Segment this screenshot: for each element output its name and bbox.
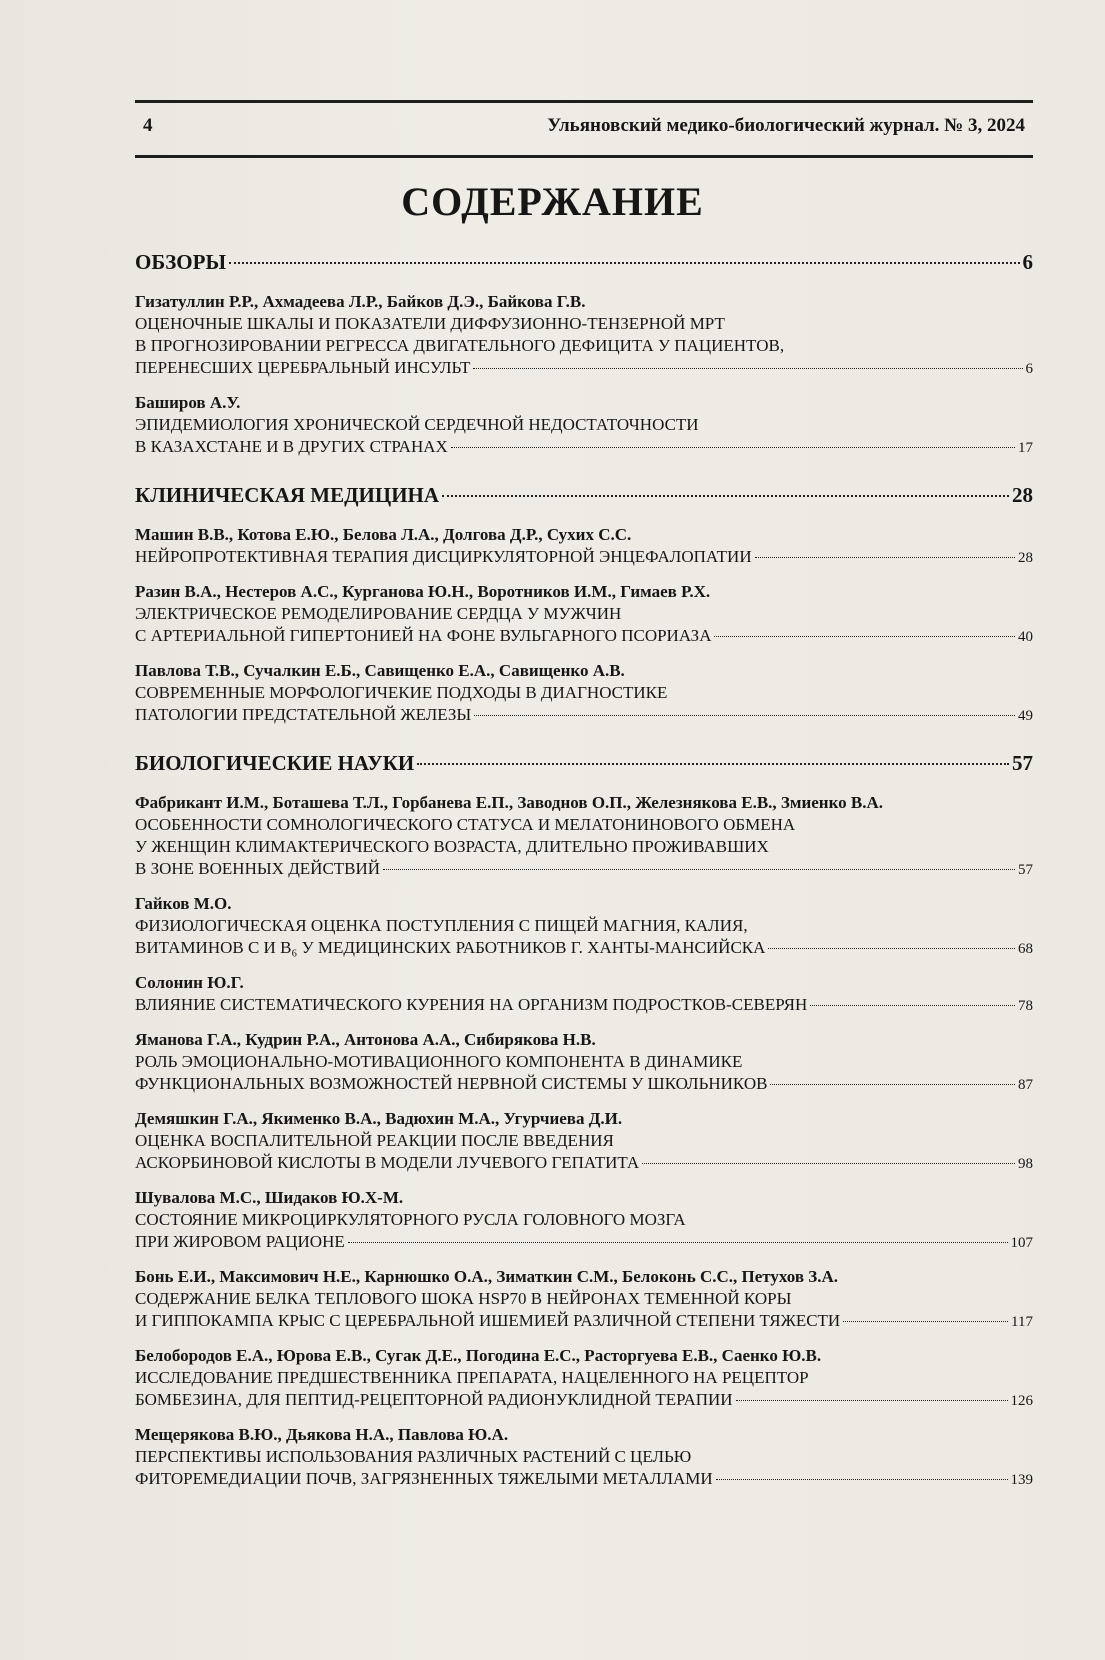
dot-leader — [755, 557, 1015, 558]
entry-title-line: БОМБЕЗИНА, ДЛЯ ПЕПТИД-РЕЦЕПТОРНОЙ РАДИОНУКЛИДНОЙ ТЕРАПИИ — [135, 1390, 733, 1409]
entry-authors: Шувалова М.С., Шидаков Ю.Х-М. — [135, 1188, 404, 1207]
entry-title-last-line — [135, 858, 1033, 881]
table-of-contents — [135, 250, 1033, 1503]
entry-title-line: НЕЙРОПРОТЕКТИВНАЯ ТЕРАПИЯ ДИСЦИРКУЛЯТОРНОЙ ЭНЦЕФАЛОПАТИИ — [135, 547, 752, 566]
dot-leader — [642, 1163, 1015, 1164]
entry-title-last-line — [135, 1389, 1033, 1412]
dot-leader — [736, 1400, 1008, 1401]
toc-entry — [135, 1108, 1033, 1175]
section-page-number: 57 — [1012, 751, 1033, 775]
entry-title-line: ПАТОЛОГИИ ПРЕДСТАТЕЛЬНОЙ ЖЕЛЕЗЫ — [135, 705, 472, 724]
toc-entry — [135, 660, 1033, 727]
entry-title-last-line — [135, 436, 1033, 459]
toc-entry — [135, 1187, 1033, 1254]
toc-entry — [135, 1424, 1033, 1491]
entry-title-line: ПЕРСПЕКТИВЫ ИСПОЛЬЗОВАНИЯ РАЗЛИЧНЫХ РАСТЕНИЙ С ЦЕЛЬЮ — [135, 1447, 692, 1466]
entry-authors: Гизатуллин Р.Р., Ахмадеева Л.Р., Байков Д.Э., Байкова Г.В. — [135, 292, 586, 311]
toc-entry — [135, 972, 1033, 1017]
entry-title-line: СОСТОЯНИЕ МИКРОЦИРКУЛЯТОРНОГО РУСЛА ГОЛОВНОГО МОЗГА — [135, 1210, 686, 1229]
toc-entry — [135, 1345, 1033, 1412]
entry-title-line: ПРИ ЖИРОВОМ РАЦИОНЕ — [135, 1232, 345, 1251]
toc-entry — [135, 792, 1033, 881]
toc-entry — [135, 893, 1033, 960]
entry-page-number: 126 — [1010, 1393, 1033, 1409]
entry-page-number: 107 — [1010, 1235, 1033, 1251]
entry-title-line: С АРТЕРИАЛЬНОЙ ГИПЕРТОНИЕЙ НА ФОНЕ ВУЛЬГАРНОГО ПСОРИАЗА — [135, 626, 712, 645]
dot-leader — [348, 1242, 1008, 1243]
entry-title-line: СОВРЕМЕННЫЕ МОРФОЛОГИЧЕКИЕ ПОДХОДЫ В ДИАГНОСТИКЕ — [135, 683, 668, 702]
entry-title-last-line — [135, 704, 1033, 727]
entry-title-line: ИССЛЕДОВАНИЕ ПРЕДШЕСТВЕННИКА ПРЕПАРАТА, НАЦЕЛЕННОГО НА РЕЦЕПТОР — [135, 1368, 809, 1387]
entry-title-last-line — [135, 1468, 1033, 1491]
entry-authors: Мещерякова В.Ю., Дьякова Н.А., Павлова Ю.А. — [135, 1425, 509, 1444]
entry-authors: Бонь Е.И., Максимович Н.Е., Карнюшко О.А., Зиматкин С.М., Белоконь С.С., Петухов З.А. — [135, 1267, 839, 1286]
entry-page-number: 139 — [1010, 1472, 1033, 1488]
entry-title-line: СОДЕРЖАНИЕ БЕЛКА ТЕПЛОВОГО ШОКА HSP70 В НЕЙРОНАХ ТЕМЕННОЙ КОРЫ — [135, 1289, 792, 1308]
section-title: КЛИНИЧЕСКАЯ МЕДИЦИНА — [135, 483, 440, 507]
entry-title-line: ОЦЕНОЧНЫЕ ШКАЛЫ И ПОКАЗАТЕЛИ ДИФФУЗИОННО-ТЕНЗЕРНОЙ МРТ — [135, 314, 725, 333]
entry-authors: Гайков М.О. — [135, 894, 232, 913]
entry-title-line: У ЖЕНЩИН КЛИМАКТЕРИЧЕСКОГО ВОЗРАСТА, ДЛИТЕЛЬНО ПРОЖИВАВШИХ — [135, 837, 769, 856]
entry-authors: Павлова Т.В., Сучалкин Е.Б., Савищенко Е.А., Савищенко А.В. — [135, 661, 625, 680]
entry-title-line: ВИТАМИНОВ С И B₆ У МЕДИЦИНСКИХ РАБОТНИКОВ Г. ХАНТЫ-МАНСИЙСКА — [135, 938, 766, 957]
entry-title-line: И ГИППОКАМПА КРЫС С ЦЕРЕБРАЛЬНОЙ ИШЕМИЕЙ РАЗЛИЧНОЙ СТЕПЕНИ ТЯЖЕСТИ — [135, 1311, 841, 1330]
entry-page-number: 6 — [1025, 361, 1033, 377]
toc-entry — [135, 1029, 1033, 1096]
dot-leader — [451, 447, 1015, 448]
toc-entry — [135, 291, 1033, 380]
entry-title-line: ФИТОРЕМЕДИАЦИИ ПОЧВ, ЗАГРЯЗНЕННЫХ ТЯЖЕЛЫМИ МЕТАЛЛАМИ — [135, 1469, 713, 1488]
section-title: ОБЗОРЫ — [135, 250, 227, 274]
toc-entry — [135, 581, 1033, 648]
entry-title-last-line — [135, 625, 1033, 648]
entry-title-last-line — [135, 546, 1033, 569]
entry-authors: Демяшкин Г.А., Якименко В.А., Вадюхин М.А., Угурчиева Д.И. — [135, 1109, 623, 1128]
entry-page-number: 40 — [1018, 629, 1033, 645]
entry-title-line: В ЗОНЕ ВОЕННЫХ ДЕЙСТВИЙ — [135, 859, 381, 878]
entry-title-line: АСКОРБИНОВОЙ КИСЛОТЫ В МОДЕЛИ ЛУЧЕВОГО ГЕПАТИТА — [135, 1153, 640, 1172]
entry-authors: Солонин Ю.Г. — [135, 973, 244, 992]
dot-leader — [770, 1084, 1015, 1085]
entry-authors: Машин В.В., Котова Е.Ю., Белова Л.А., Долгова Д.Р., Сухих С.С. — [135, 525, 632, 544]
section-heading — [135, 483, 1033, 508]
entry-page-number: 117 — [1011, 1314, 1033, 1330]
running-header — [135, 100, 1033, 158]
entry-title-last-line — [135, 994, 1033, 1017]
entry-title-line: В КАЗАХСТАНЕ И В ДРУГИХ СТРАНАХ — [135, 437, 448, 456]
entry-page-number: 68 — [1018, 941, 1033, 957]
entry-authors: Баширов А.У. — [135, 393, 241, 412]
page-number: 4 — [143, 115, 153, 136]
dot-leader — [810, 1005, 1015, 1006]
page-title: СОДЕРЖАНИЕ — [401, 179, 704, 224]
entry-page-number: 57 — [1018, 862, 1033, 878]
section-spacer — [135, 739, 1033, 751]
dot-leader — [229, 262, 1019, 264]
entry-authors: Разин В.А., Нестеров А.С., Курганова Ю.Н., Воротников И.М., Гимаев Р.Х. — [135, 582, 711, 601]
entry-title-line: РОЛЬ ЭМОЦИОНАЛЬНО-МОТИВАЦИОННОГО КОМПОНЕНТА В ДИНАМИКЕ — [135, 1052, 743, 1071]
entry-title-last-line — [135, 1310, 1033, 1333]
toc-entry — [135, 392, 1033, 459]
toc-entry — [135, 524, 1033, 569]
toc-entry — [135, 1266, 1033, 1333]
entry-title-line: ЭПИДЕМИОЛОГИЯ ХРОНИЧЕСКОЙ СЕРДЕЧНОЙ НЕДОСТАТОЧНОСТИ — [135, 415, 699, 434]
entry-title-last-line — [135, 1073, 1033, 1096]
entry-title-last-line — [135, 357, 1033, 380]
dot-leader — [473, 368, 1022, 369]
entry-title-line: ФИЗИОЛОГИЧЕСКАЯ ОЦЕНКА ПОСТУПЛЕНИЯ С ПИЩЕЙ МАГНИЯ, КАЛИЯ, — [135, 916, 748, 935]
entry-page-number: 17 — [1018, 440, 1033, 456]
entry-title-line: ФУНКЦИОНАЛЬНЫХ ВОЗМОЖНОСТЕЙ НЕРВНОЙ СИСТЕМЫ У ШКОЛЬНИКОВ — [135, 1074, 768, 1093]
dot-leader — [768, 948, 1015, 949]
entry-authors: Яманова Г.А., Кудрин Р.А., Антонова А.А., Сибирякова Н.В. — [135, 1030, 596, 1049]
entry-title-last-line — [135, 1152, 1033, 1175]
dot-leader — [716, 1479, 1008, 1480]
entry-title-line: В ПРОГНОЗИРОВАНИИ РЕГРЕССА ДВИГАТЕЛЬНОГО ДЕФИЦИТА У ПАЦИЕНТОВ, — [135, 336, 785, 355]
entry-title-line: ПЕРЕНЕСШИХ ЦЕРЕБРАЛЬНЫЙ ИНСУЛЬТ — [135, 358, 471, 377]
section-title: БИОЛОГИЧЕСКИЕ НАУКИ — [135, 751, 415, 775]
section-spacer — [135, 471, 1033, 483]
entry-title-last-line — [135, 1231, 1033, 1254]
entry-title-line: ВЛИЯНИЕ СИСТЕМАТИЧЕСКОГО КУРЕНИЯ НА ОРГАНИЗМ ПОДРОСТКОВ-СЕВЕРЯН — [135, 995, 808, 1014]
entry-page-number: 98 — [1018, 1156, 1033, 1172]
entry-title-line: ОЦЕНКА ВОСПАЛИТЕЛЬНОЙ РЕАКЦИИ ПОСЛЕ ВВЕДЕНИЯ — [135, 1131, 614, 1150]
entry-title-line: ОСОБЕННОСТИ СОМНОЛОГИЧЕСКОГО СТАТУСА И МЕЛАТОНИНОВОГО ОБМЕНА — [135, 815, 796, 834]
dot-leader — [843, 1321, 1008, 1322]
section-heading — [135, 751, 1033, 776]
entry-title-line: ЭЛЕКТРИЧЕСКОЕ РЕМОДЕЛИРОВАНИЕ СЕРДЦА У МУЖЧИН — [135, 604, 622, 623]
dot-leader — [474, 715, 1015, 716]
entry-authors: Белобородов Е.А., Юрова Е.В., Сугак Д.Е., Погодина Е.С., Расторгуева Е.В., Саенко Ю.В. — [135, 1346, 822, 1365]
entry-page-number: 28 — [1018, 550, 1033, 566]
section-page-number: 6 — [1022, 250, 1033, 274]
entry-page-number: 78 — [1018, 998, 1033, 1014]
section-heading — [135, 250, 1033, 275]
dot-leader — [383, 869, 1015, 870]
entry-page-number: 87 — [1018, 1077, 1033, 1093]
dot-leader — [417, 763, 1009, 765]
dot-leader — [442, 495, 1009, 497]
entry-title-last-line — [135, 937, 1033, 960]
dot-leader — [714, 636, 1015, 637]
entry-page-number: 49 — [1018, 708, 1033, 724]
entry-authors: Фабрикант И.М., Боташева Т.Л., Горбанева Е.П., Заводнов О.П., Железнякова Е.В., Змиенко В.А. — [135, 793, 884, 812]
section-page-number: 28 — [1012, 483, 1033, 507]
journal-title: Ульяновский медико-биологический журнал. № 3, 2024 — [547, 115, 1025, 136]
